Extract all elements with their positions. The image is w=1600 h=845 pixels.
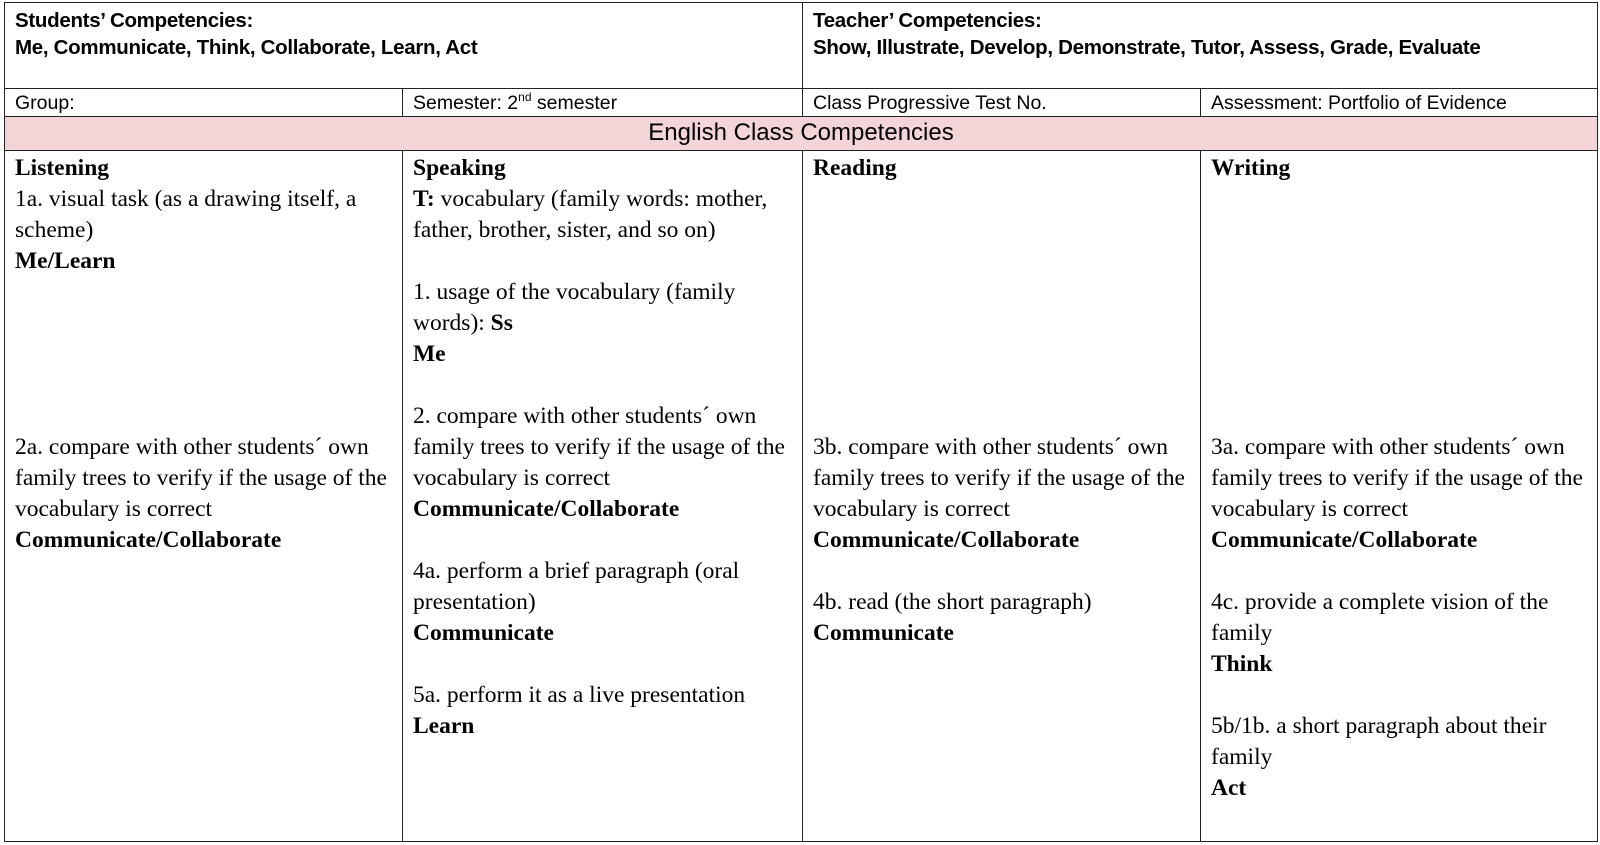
competencies-table — [4, 2, 1598, 842]
semester-suffix: semester — [531, 92, 618, 114]
students-competencies-heading: Students’ Competencies: — [15, 9, 254, 32]
speaking-task-4a: 4a. perform a brief paragraph (oral presentation) — [413, 558, 740, 615]
reading-competency-4b: Communicate — [813, 620, 954, 646]
speaking-task-1-ss: Ss — [490, 310, 513, 336]
english-class-competencies-band — [4, 116, 1598, 152]
speaking-heading: Speaking — [413, 155, 506, 181]
speaking-competency-4a: Communicate — [413, 620, 554, 646]
writing-task-5b-1b: 5b/1b. a short paragraph about their family — [1211, 713, 1547, 770]
writing-competency-4c: Think — [1211, 651, 1273, 677]
speaking-competency-1: Me — [413, 341, 446, 367]
teacher-competencies-cell — [802, 2, 1598, 90]
listening-competency-1a: Me/Learn — [15, 248, 116, 274]
teacher-competencies-heading: Teacher’ Competencies: — [813, 9, 1042, 32]
semester-prefix: Semester: 2 — [413, 92, 519, 114]
progressive-test-label: Class Progressive Test No. — [813, 92, 1047, 114]
speaking-column — [402, 150, 804, 842]
reading-competency-3b: Communicate/Collaborate — [813, 527, 1080, 553]
speaking-teacher-text: vocabulary (family words: mother, father, brother, sister, and so on) — [413, 186, 768, 243]
speaking-task-1-text: 1. usage of the vocabulary (family words): — [413, 279, 736, 336]
assessment-cell — [1200, 88, 1598, 118]
listening-task-2a: 2a. compare with other students´ own family trees to verify if the usage of the vocabulary is correct — [15, 434, 387, 522]
speaking-competency-5a: Learn — [413, 713, 475, 739]
speaking-task-5a: 5a. perform it as a live presentation — [413, 682, 746, 708]
teacher-competencies-list: Show, Illustrate, Develop, Demonstrate, Tutor, Assess, Grade, Evaluate — [813, 36, 1481, 59]
writing-heading: Writing — [1211, 155, 1291, 181]
speaking-teacher-label: T: — [413, 186, 435, 212]
reading-heading: Reading — [813, 155, 897, 181]
writing-task-4c: 4c. provide a complete vision of the family — [1211, 589, 1549, 646]
assessment-label: Assessment: Portfolio of Evidence — [1211, 92, 1507, 114]
group-label: Group: — [15, 92, 75, 114]
writing-competency-3a: Communicate/Collaborate — [1211, 527, 1478, 553]
listening-task-1a: 1a. visual task (as a drawing itself, a scheme) — [15, 186, 357, 243]
listening-heading: Listening — [15, 155, 110, 181]
listening-column — [4, 150, 404, 842]
reading-column — [802, 150, 1202, 842]
group-cell — [4, 88, 404, 118]
semester-cell — [402, 88, 804, 118]
writing-competency-5b-1b: Act — [1211, 775, 1247, 801]
listening-competency-2a: Communicate/Collaborate — [15, 527, 282, 553]
progressive-test-cell — [802, 88, 1202, 118]
semester-ordinal-suffix: nd — [518, 90, 532, 104]
reading-task-4b: 4b. read (the short paragraph) — [813, 589, 1092, 615]
students-competencies-list: Me, Communicate, Think, Collaborate, Learn, Act — [15, 36, 478, 59]
writing-column — [1200, 150, 1598, 842]
speaking-teacher-task — [413, 184, 793, 246]
speaking-task-2: 2. compare with other students´ own family trees to verify if the usage of the vocabulary is correct — [413, 403, 785, 491]
reading-task-3b: 3b. compare with other students´ own family trees to verify if the usage of the vocabulary is correct — [813, 434, 1185, 522]
writing-task-3a: 3a. compare with other students´ own family trees to verify if the usage of the vocabulary is correct — [1211, 434, 1583, 522]
speaking-task-1 — [413, 277, 793, 339]
band-title: English Class Competencies — [648, 119, 954, 146]
students-competencies-cell — [4, 2, 804, 90]
speaking-competency-2: Communicate/Collaborate — [413, 496, 680, 522]
